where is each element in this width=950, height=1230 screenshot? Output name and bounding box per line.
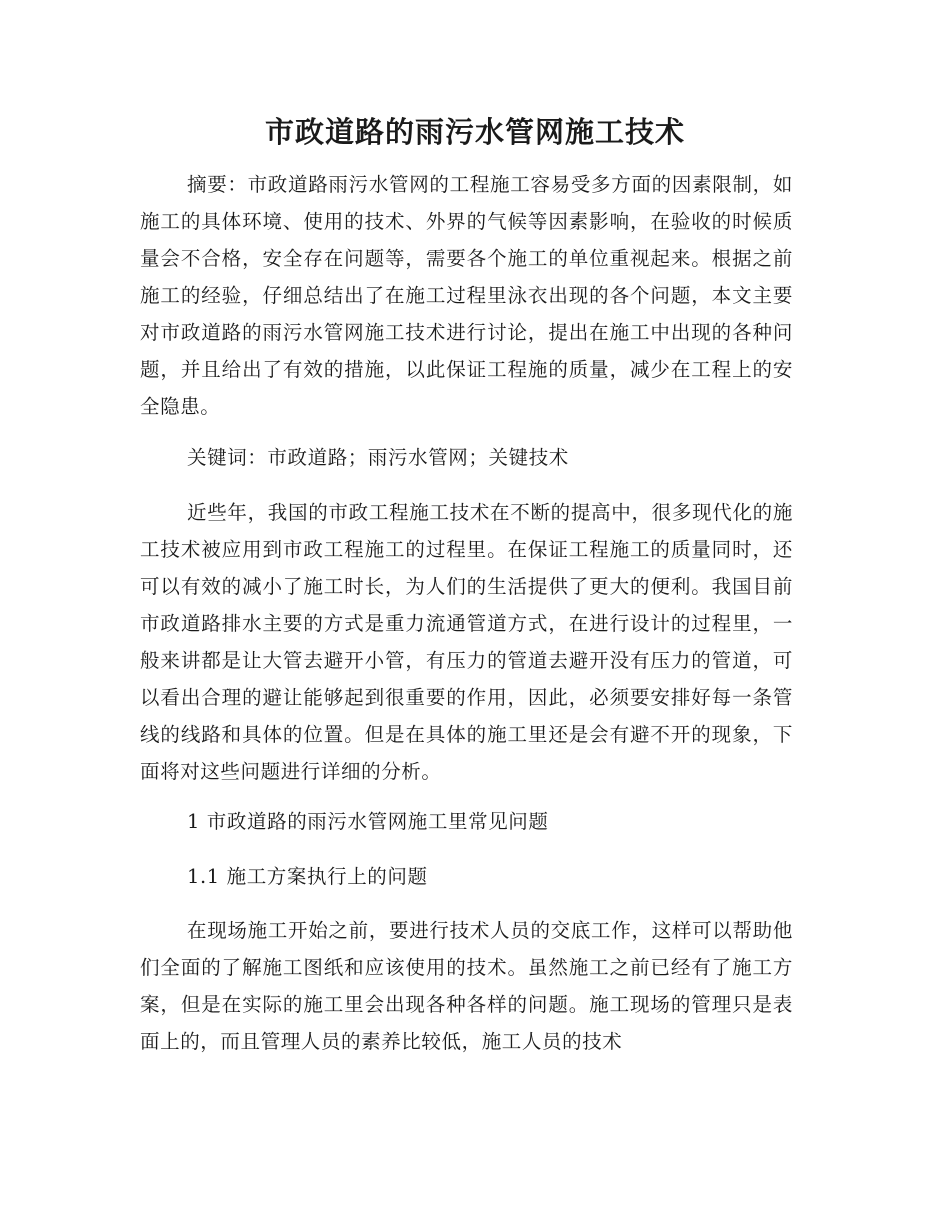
abstract-paragraph: 摘要：市政道路雨污水管网的工程施工容易受多方面的因素限制，如施工的具体环境、使用的技术、外界的气候等因素影响，在验收的时候质量会不合格，安全存在问题等，需要各个施工的单位重视起来。根据之前施工的经验，仔细总结出了在施工过程里泳衣出现的各个问题，本文主要对市政道路的雨污水管网施工技术进行讨论，提出在施工中出现的各种问题，并且给出了有效的措施，以此保证工程施的质量，减少在工程上的安全隐患。 [140,173,793,418]
section-1-1-paragraph: 在现场施工开始之前，要进行技术人员的交底工作，这样可以帮助他们全面的了解施工图纸和应该使用的技术。虽然施工之前已经有了施工方案，但是在实际的施工里会出现各种各样的问题。施工现场的管理只是表面上的，而且管理人员的素养比较低，施工人员的技术 [140,919,793,1053]
document-title: 市政道路的雨污水管网施工技术 [264,115,685,149]
section-heading-1-1: 1.1 施工方案执行上的问题 [187,865,428,888]
section-heading-1: 1 市政道路的雨污水管网施工里常见问题 [187,810,549,833]
intro-paragraph: 近些年，我国的市政工程施工技术在不断的提高中，很多现代化的施工技术被应用到市政工程施工的过程里。在保证工程施工的质量同时，还可以有效的减小了施工时长，为人们的生活提供了更大的便利。我国目前市政道路排水主要的方式是重力流通管道方式，在进行设计的过程里，一般来讲都是让大管去避开小管，有压力的管道去避开没有压力的管道，可以看出合理的避让能够起到很重要的作用，因此，必须要安排好每一条管线的线路和具体的位置。但是在具体的施工里还是会有避不开的现象，下面将对这些问题进行详细的分析。 [140,501,793,783]
keywords-line: 关键词：市政道路；雨污水管网；关键技术 [187,446,569,469]
